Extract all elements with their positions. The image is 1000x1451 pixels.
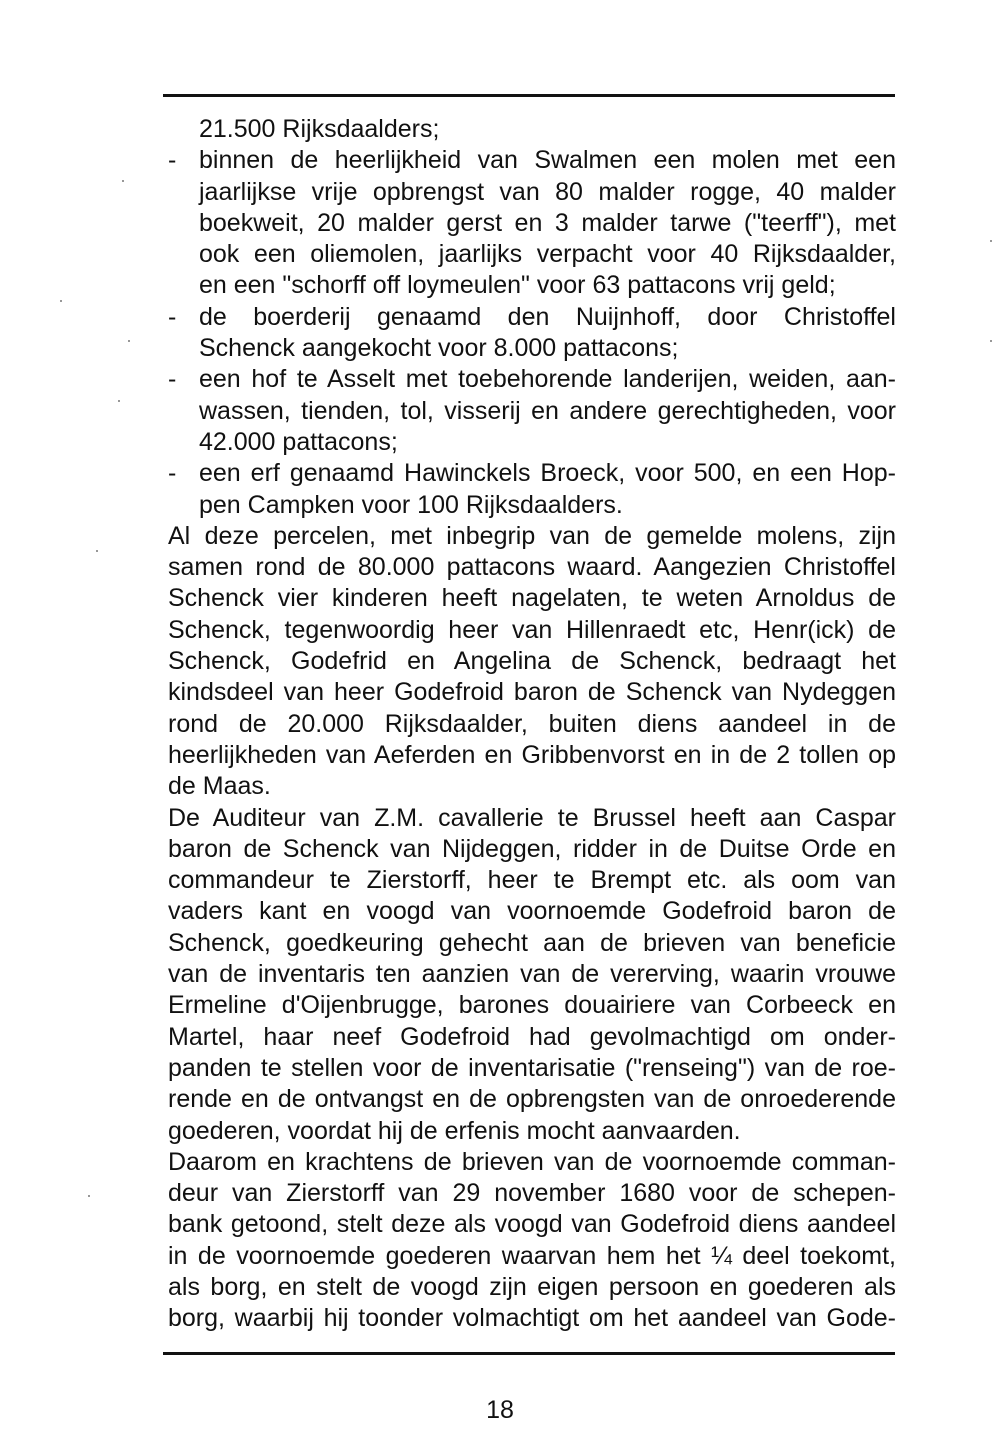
text-line: goederen, voordat hij de erfenis mocht aanvaarden. <box>168 1116 741 1145</box>
text-line: de boerderij genaamd den Nuijnhoff, door Christoffel <box>199 302 896 331</box>
text-line: Schenck aangekocht voor 8.000 pattacons; <box>199 334 679 363</box>
list-dash: - <box>168 302 177 331</box>
scan-speck <box>88 1195 90 1197</box>
list-item <box>168 145 896 176</box>
text-line: panden te stellen voor de inventarisatie ("renseing") van de roe- <box>168 1053 896 1082</box>
text-line: een erf genaamd Hawinckels Broeck, voor 500, en een Hop- <box>199 459 896 488</box>
text-line: binnen de heerlijkheid van Swalmen een molen met een <box>199 146 896 175</box>
text-line: pen Campken voor 100 Rijksdaalders. <box>199 490 623 519</box>
text-line: borg, waarbij hij toonder volmachtigt om het aandeel van Gode- <box>168 1304 896 1333</box>
text-line: Schenck, goedkeuring gehecht aan de brieven van beneficie <box>168 928 896 957</box>
text-line: 21.500 Rijksdaalders; <box>199 115 440 143</box>
text-line: van de inventaris ten aanzien van de vererving, waarin vrouwe <box>168 960 896 989</box>
scan-speck <box>128 340 130 342</box>
text-line: wassen, tienden, tol, visserij en andere gerechtigheden, voor <box>199 396 896 425</box>
text-line: Schenck, tegenwoordig heer van Hillenraedt etc, Henr(ick) de <box>168 615 896 644</box>
text-line: vaders kant en voogd van voornoemde Godefroid baron de <box>168 897 896 926</box>
list-dash: - <box>168 365 177 394</box>
list-dash: - <box>168 459 177 488</box>
text-line: kindsdeel van heer Godefroid baron de Schenck van Nydeggen <box>168 678 896 707</box>
text-line: als borg, en stelt de voogd zijn eigen persoon en goederen als <box>168 1272 896 1301</box>
text-line: deur van Zierstorff van 29 november 1680 voor de schepen- <box>168 1179 896 1208</box>
text-line: jaarlijkse vrije opbrengst van 80 malder rogge, 40 malder <box>199 177 896 206</box>
scan-speck <box>60 300 62 302</box>
text-line: samen rond de 80.000 pattacons waard. Aangezien Christoffel <box>168 553 896 582</box>
text-line: Schenck vier kinderen heeft nagelaten, te weten Arnoldus de <box>168 584 896 613</box>
text-line: rond de 20.000 Rijksdaalder, buiten diens aandeel in de <box>168 709 896 738</box>
text-line: heerlijkheden van Aeferden en Gribbenvorst en in de 2 tollen op <box>168 740 896 769</box>
text-line: een hof te Asselt met toebehorende landerijen, weiden, aan- <box>199 365 896 394</box>
text-line: bank getoond, stelt deze als voogd van Godefroid diens aandeel <box>168 1210 896 1239</box>
bottom-rule <box>163 1352 895 1355</box>
text-line: de Maas. <box>168 772 271 801</box>
text-line: Al deze percelen, met inbegrip van de gemelde molens, zijn <box>168 521 896 550</box>
text-line: baron de Schenck van Nijdeggen, ridder in de Duitse Orde en <box>168 834 896 863</box>
list-item <box>168 458 896 489</box>
text-line: 42.000 pattacons; <box>199 427 398 456</box>
scan-speck <box>122 180 124 182</box>
text-line: Ermeline d'Oijenbrugge, barones douairiere van Corbeeck en <box>168 991 896 1020</box>
top-rule <box>163 94 895 97</box>
scan-speck <box>118 400 120 402</box>
scan-speck <box>990 240 992 242</box>
scan-speck <box>990 340 992 342</box>
list-item <box>168 302 896 333</box>
text-line: rende en de ontvangst en de opbrengsten van de onroederende <box>168 1085 896 1114</box>
text-line: boekweit, 20 malder gerst en 3 malder tarwe ("teerff"), met <box>199 208 896 237</box>
list-item <box>168 364 896 395</box>
page-body <box>168 114 896 1335</box>
text-line: commandeur te Zierstorff, heer te Brempt etc. als oom van <box>168 866 896 895</box>
page-number: 18 <box>486 1396 514 1424</box>
list-dash: - <box>168 146 177 175</box>
text-line: De Auditeur van Z.M. cavallerie te Brussel heeft aan Caspar <box>168 803 896 832</box>
scan-speck <box>96 550 98 552</box>
text-line: ook een oliemolen, jaarlijks verpacht voor 40 Rijksdaalder, <box>199 240 896 269</box>
text-line: Martel, haar neef Godefroid had gevolmachtigd om onder- <box>168 1022 896 1051</box>
text-line: Schenck, Godefrid en Angelina de Schenck, bedraagt het <box>168 647 896 676</box>
text-line: en een "schorff off loymeulen" voor 63 pattacons vrij geld; <box>199 271 836 300</box>
text-line: Daarom en krachtens de brieven van de voornoemde comman- <box>168 1147 896 1176</box>
text-line: in de voornoemde goederen waarvan hem het ¼ deel toekomt, <box>168 1241 896 1270</box>
